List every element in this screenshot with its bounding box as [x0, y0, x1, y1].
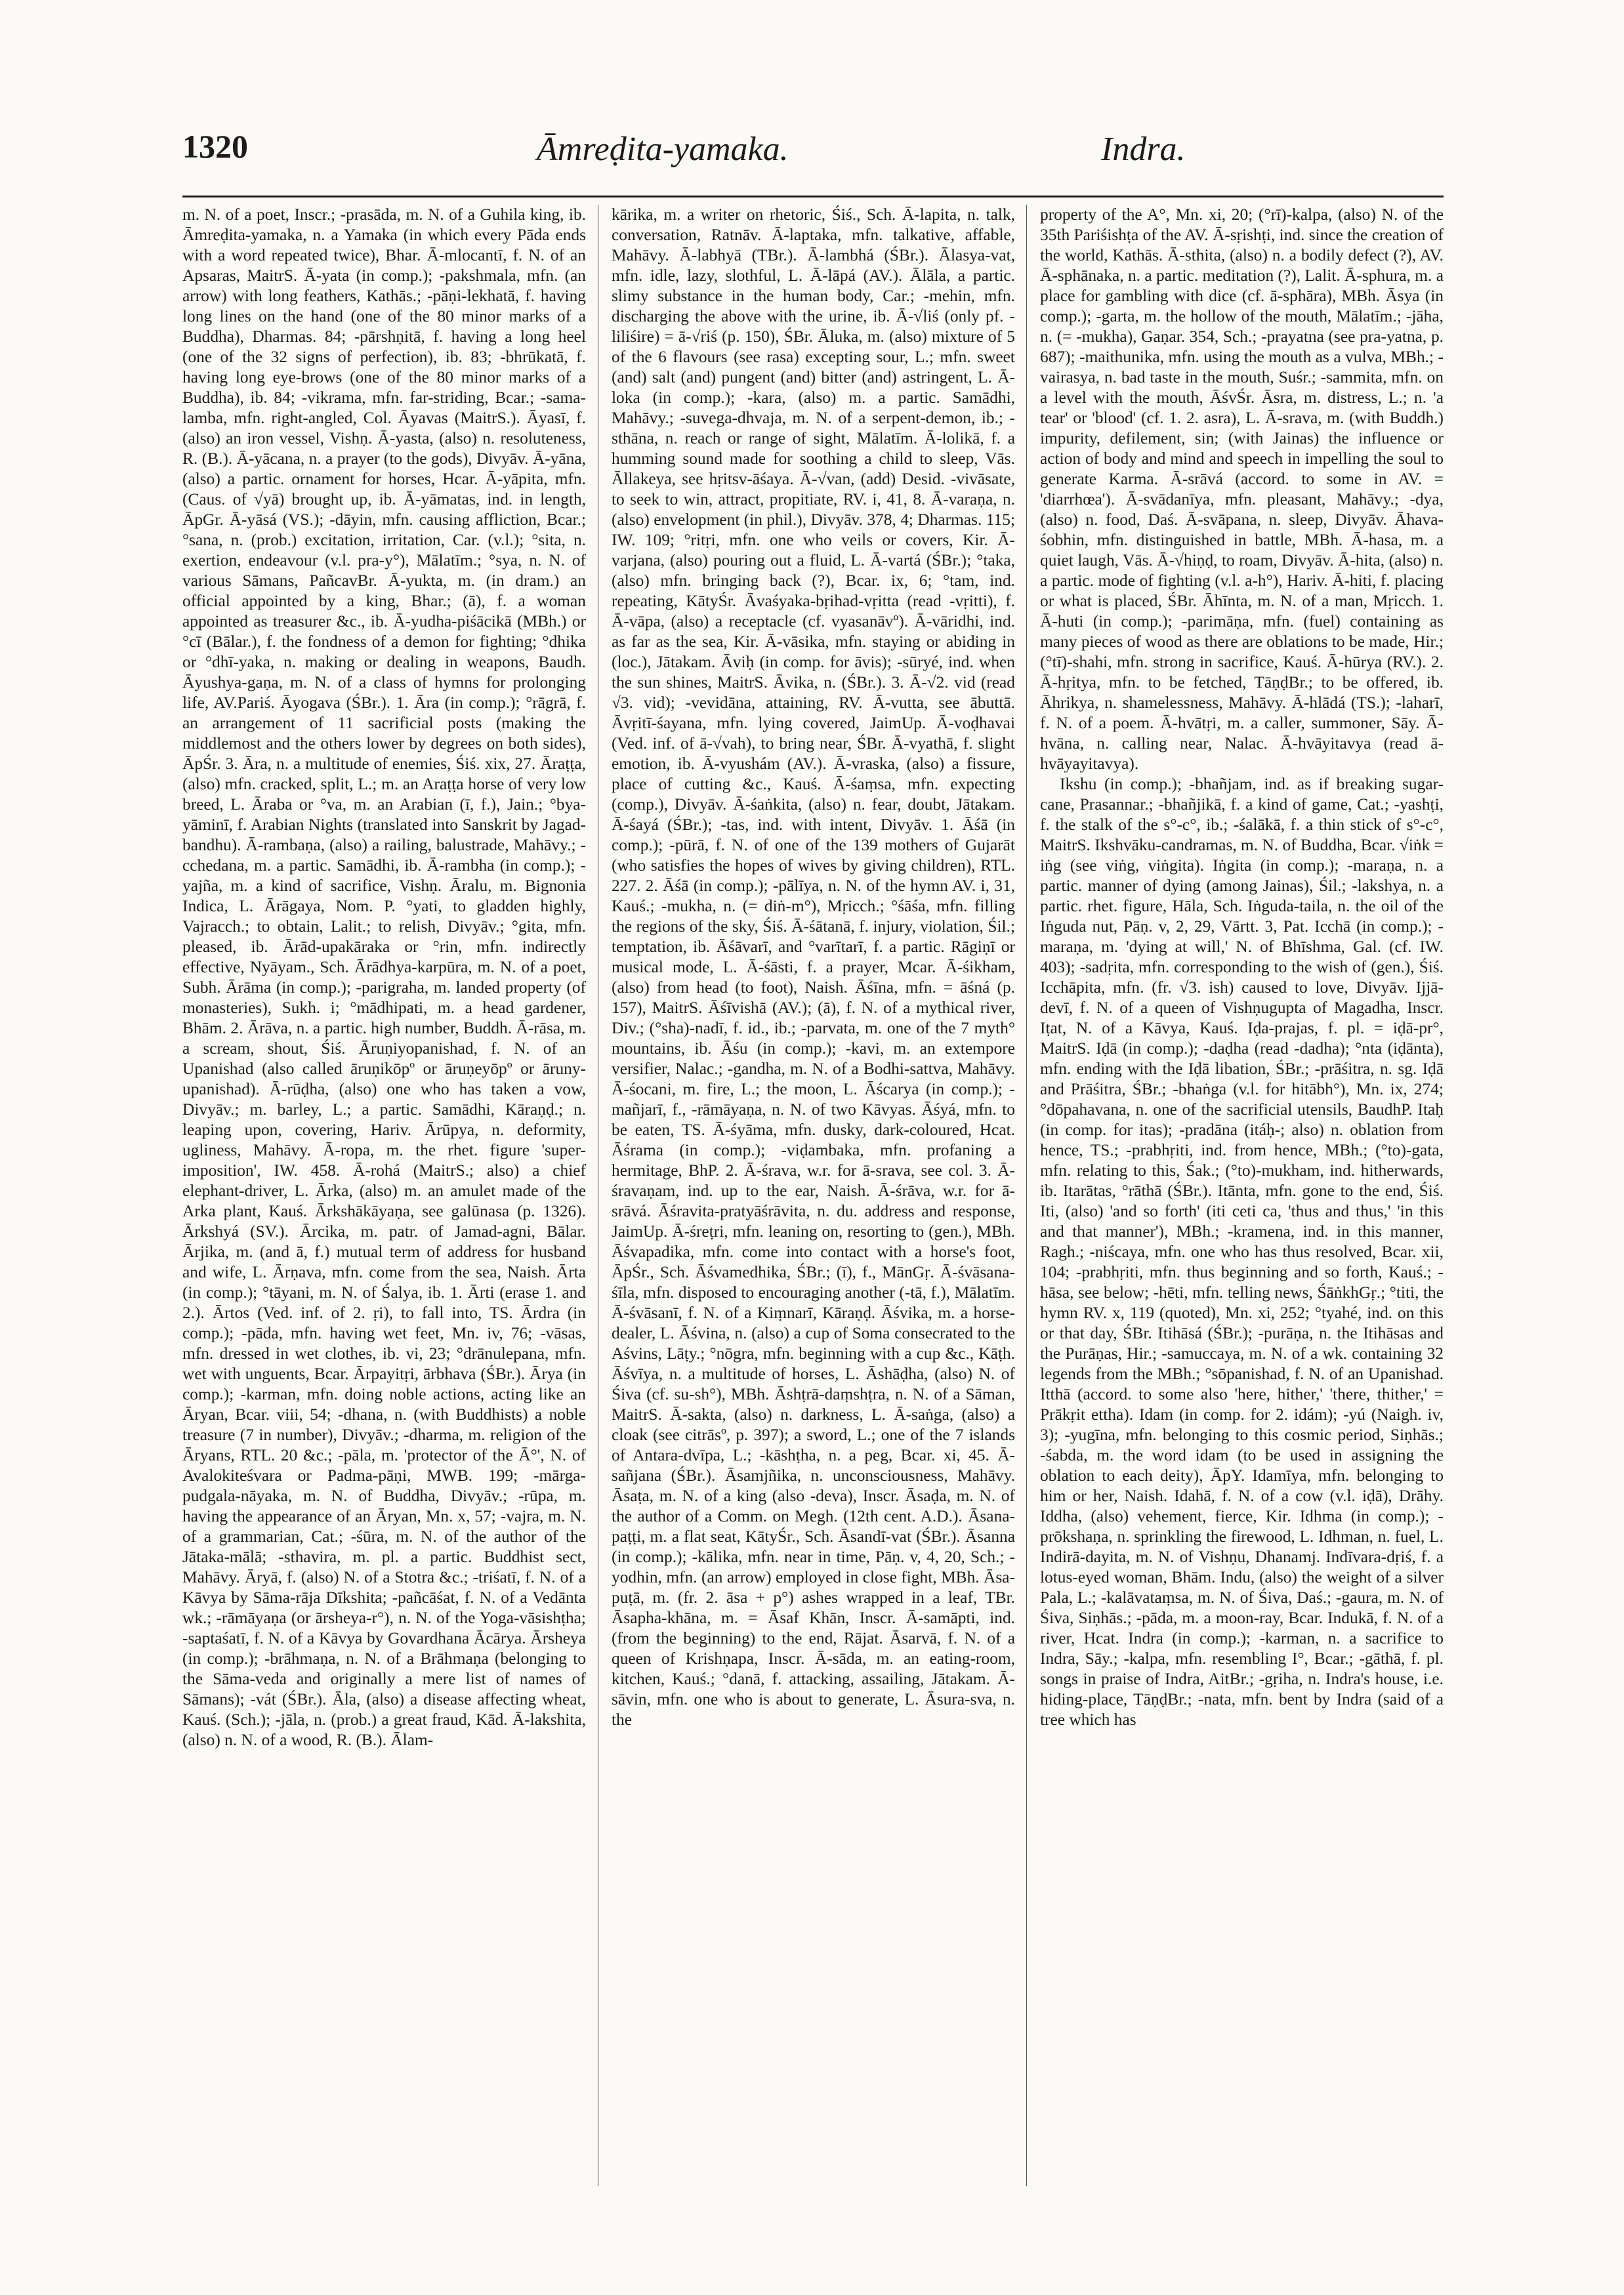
- page-number: 1320: [182, 128, 248, 165]
- guide-word-left: Āmreḍita-yamaka.: [537, 131, 789, 168]
- guide-word-right: Indra.: [1101, 131, 1186, 168]
- column-1: [182, 205, 586, 2186]
- column-3-text-b: Ikshu (in comp.); -bhañjam, ind. as if breaking sugar-cane, Prasannar.; -bhañjikā, f. a kind of game, Cat.; -yashṭi, f. the stalk of the s°-c°, ib.; -śalākā, f. a thin stick of s°-c°, MaitrS. Ikshvāku-candramas, m. N. of Buddha, Bcar. √iṅk = iṅg (see viṅg, viṅgita). Iṅgita (in comp.); -maraṇa, n. a partic. manner of dying (among Jainas), Śil.; -lakshya, n. a partic. rhet. figure, Hāla, Sch. Iṅguda-taila, n. the oil of the Iṅguda nut, Pāṇ. v, 2, 29, Vārtt. 3, Pat. Icchā (in comp.); -maraṇa, m. 'dying at will,' N. of Bhīshma, Gal. (cf. IW. 403); -sadṛita, mfn. corresponding to the wish of (gen.), Śiś. Icchāpita, mfn. (fr. √3. ish) caused to love, Divyāv. Ijjā-devī, f. N. of a queen of Vishṇugupta of Magadha, Inscr. Iṭat, N. of a Kāvya, Kauś. Iḍa-prajas, f. pl. = iḍā-pr°, MaitrS. Iḍā (in comp.); -daḍha (read -dadha); °nta (iḍānta), mfn. ending with the Iḍā libation, ŚBr.; -prāśitra, n. sg. Iḍā and Prāśitra, ŚBr.; -bhaṅga (v.l. for hitābh°), Mn. ix, 274; °dōpahavana, n. one of the sacrificial utensils, BaudhP. Itaḥ (in comp. for itas); -pradāna (itáḥ-; also) n. oblation from hence, TS.; -prabhṛiti, ind. from hence, MBh.; (°to)-gata, mfn. relating to this, Śak.; (°to)-mukham, ind. hitherwards, ib. Itarātas, °rāthā (ŚBr.). Itānta, mfn. gone to the end, Śiś. Iti, (also) 'and so forth' (iti ceti ca, 'thus and thus,' 'in this and that manner'), MBh.; -kramena, ind. in this manner, Ragh.; -niścaya, mfn. one who has thus resolved, Bcar. xii, 104; -prabhṛiti, mfn. thus beginning and so forth, Kauś.; -hāsa, see below; -hēti, mfn. telling news, ŚāṅkhGṛ.; °titi, the hymn RV. x, 119 (quoted), Mn. xi, 252; °tyahé, ind. on this or that day, ŚBr. Itihāsá (ŚBr.); -purāṇa, n. the Itihāsas and the Purāṇas, Hir.; -samuccaya, m. N. of a wk. containing 32 legends from the MBh.; °sōpanishad, f. N. of an Upanishad. Itthā (accord. to some also 'here, hither,' 'there, thither,' = Prākṛit ettha). Idam (in comp. for 2. idám); -yú (Naigh. iv, 3); -yugīna, mfn. belonging to this cosmic period, Siṇhās.; -śabda, m. the word idam (to be used in assigning the oblation to each deity), ĀpY. Idamīya, mfn. belonging to him or her, Naish. Idahā, f. N. of a cow (v.l. iḍā), Drāhy. Iddha, (also) vehement, fierce, Kir. Idhma (in comp.); -prōkshaṇa, n. sprinkling the firewood, L. Idhman, n. fuel, L. Indirā-dayita, m. N. of Vishṇu, Dhanamj. Indīvara-dṛiś, f. a lotus-eyed woman, Bhām. Indu, (also) the weight of a silver Pala, L.; -kalāvataṃsa, m. N. of Śiva, Daś.; -gaura, m. N. of Śiva, Siṇhās.; -pāda, m. a moon-ray, Bcar. Indukā, f. N. of a river, Hcat. Indra (in comp.); -karman, n. a sacrifice to Indra, Sāy.; -kalpa, mfn. resembling I°, Bcar.; -gāthā, f. pl. songs in praise of Indra, AitBr.; -gṛiha, n. Indra's house, i.e. hiding-place, TāṇḍBr.; -nata, mfn. bent by Indra (said of a tree which has: [1040, 775, 1444, 1729]
- column-3-text-a: property of the A°, Mn. xi, 20; (°rī)-kalpa, (also) N. of the 35th Pariśishṭa of the AV. Ā-sṛishṭi, ind. since the creation of the world, Kathās. Ā-sthita, (also) n. a bodily defect (?), AV. Ā-sphānaka, n. a partic. meditation (?), Lalit. Ā-sphura, m. a place for gambling with dice (cf. ā-sphāra), MBh. Āsya (in comp.); -garta, m. the hollow of the mouth, Mālatīm.; -jāha, n. (= -mukha), Gaṇar. 354, Sch.; -prayatna (see pra-yatna, p. 687); -maithunika, mfn. using the mouth as a vulva, MBh.; -vairasya, n. bad taste in the mouth, Suśr.; -sammita, mfn. on a level with the mouth, ĀśvŚr. Āsra, m. distress, L.; n. 'a tear' or 'blood' (cf. 1. 2. asra), L. Ā-srava, m. (with Buddh.) impurity, defilement, sin; (with Jainas) the influence or action of body and mind and speech in impelling the soul to generate Karma. Ā-srāvá (accord. to some in AV. = 'diarrhœa'). Ā-svādanīya, mfn. pleasant, Mahāvy.; -dya, (also) n. food, Daś. Ā-svāpana, n. sleep, Divyāv. Āhava-śobhin, mfn. distinguished in battle, MBh. Ā-hasa, m. a quiet laugh, Vās. Ā-√hiṇḍ, to roam, Divyāv. Ā-hita, (also) n. a partic. mode of fighting (v.l. a-h°), Hariv. Ā-hiti, f. placing or what is placed, ŚBr. Āhīnta, m. N. of a man, Mṛicch. 1. Ā-huti (in comp.); -parimāṇa, mfn. (fuel) containing as many pieces of wood as there are oblations to be made, Hir.; (°tī)-shahi, mfn. strong in sacrifice, Kauś. Ā-hūrya (RV.). 2. Ā-hṛitya, mfn. to be fetched, TāṇḍBr.; to be offered, ib. Āhrikya, n. shamelessness, Mahāvy. Ā-hlādá (TS.); -laharī, f. N. of a poem. Ā-hvātṛi, m. a caller, summoner, Sāy. Ā-hvāna, n. calling near, Nalac. Ā-hvāyitavya (read ā-hvāyayitavya).: [1040, 205, 1444, 773]
- running-header: [182, 119, 1443, 178]
- column-2: [612, 205, 1015, 2186]
- column-1-text: m. N. of a poet, Inscr.; -prasāda, m. N. of a Guhila king, ib. Āmreḍita-yamaka, n. a Yamaka (in which every Pāda ends with a word repeated twice), Bhar. Ā-mlocantī, f. N. of an Apsaras, MaitrS. Ā-yata (in comp.); -pakshmala, mfn. (an arrow) with long feathers, Kathās.; -pāṇi-lekhatā, f. having long lines on the hand (one of the 80 minor marks of a Buddha), Dharmas. 84; -pārshṇitā, f. having a long heel (one of the 32 signs of perfection), ib. 83; -bhrūkatā, f. having long eye-brows (one of the 80 minor marks of a Buddha), ib. 84; -vikrama, mfn. far-striding, Bcar.; -sama-lamba, mfn. right-angled, Col. Āyavas (MaitrS.). Āyasī, f. (also) an iron vessel, Vishṇ. Ā-yasta, (also) n. resoluteness, R. (B.). Ā-yācana, n. a prayer (to the gods), Divyāv. Ā-yāna, (also) a partic. ornament for horses, Hcar. Ā-yāpita, mfn. (Caus. of √yā) brought up, ib. Ā-yāmatas, ind. in length, ĀpGr. Ā-yāsá (VS.); -dāyin, mfn. causing affliction, Bcar.; °sana, n. (prob.) excitation, irritation, Car. (v.l.); °sita, n. exertion, endeavour (v.l. pra-y°), Mālatīm.; °sya, n. N. of various Sāmans, PañcavBr. Ā-yukta, m. (in dram.) an official appointed by a king, Bhar.; (ā), f. a woman appointed as treasurer &c., ib. Ā-yudha-piśācikā (MBh.) or °cī (Bālar.), f. the fondness of a demon for fighting; °dhika or °dhī-yaka, n. making or dealing in weapons, Baudh. Āyushya-gaṇa, m. N. of a class of hymns for prolonging life, AV.Pariś. Āyogava (ŚBr.). 1. Āra (in comp.); °rāgrā, f. an arrangement of 11 sacrificial posts (making the middlemost and the others lower by degrees on both sides), ĀpŚr. 3. Āra, n. a multitude of enemies, Śiś. xix, 27. Āraṭṭa, (also) mfn. cracked, split, L.; m. an Araṭṭa horse of very low breed, L. Āraba or °va, m. an Arabian (ī, f.), Jain.; °bya-yāminī, f. Arabian Nights (translated into Sanskrit by Jagad-bandhu). Ā-rambaṇa, (also) a railing, balustrade, Mahāvy.; -cchedana, m. a partic. Samādhi, ib. Ā-rambha (in comp.); -yajña, m. a kind of sacrifice, Vishṇ. Āralu, m. Bignonia Indica, L. Ārāgaya, Nom. P. °yati, to gladden highly, Vajracch.; to obtain, Lalit.; to relish, Divyāv.; °gita, mfn. pleased, ib. Ārād-upakāraka or °rin, mfn. indirectly effective, Nyāyam., Sch. Ārādhya-karpūra, m. N. of a poet, Subh. Ārāma (in comp.); -parigraha, m. landed property (of monasteries), Sukh. i; °mādhipati, m. a head gardener, Bhām. 2. Ārāva, n. a partic. high number, Buddh. Ā-rāsa, m. a scream, shout, Śiś. Āruṇiyopanishad, f. N. of an Upanishad (also called āruṇikōpº or āruṇeyōpº or āruny-upanishad). Ā-rūḍha, (also) one who has taken a vow, Divyāv.; m. barley, L.; a partic. Samādhi, Kāraṇḍ.; n. leaping upon, covering, Hariv. Ārūpya, n. deformity, ugliness, Mahāvy. Ā-ropa, m. the rhet. figure 'super-imposition', IW. 458. Ā-rohá (MaitrS.; also) a chief elephant-driver, L. Ārka, (also) m. an amulet made of the Arka plant, Kauś. Ārkshākāyaṇa, see galūnasa (p. 1326). Ārkshyá (SV.). Ārcika, m. patr. of Jamad-agni, Bālar. Ārjika, m. (and ā, f.) mutual term of address for husband and wife, L. Ārṇava, mfn. come from the sea, Naish. Ārta (in comp.); °tāyani, m. N. of Śalya, ib. 1. Ārti (erase 1. and 2.). Ārtos (Ved. inf. of 2. ṛi), to fall into, TS. Ārdra (in comp.); -pāda, mfn. having wet feet, Mn. iv, 76; -vāsas, mfn. dressed in wet clothes, ib. vi, 23; °drānulepana, mfn. wet with unguents, Bcar. Ārpayitṛi, ārbhava (ŚBr.). Ārya (in comp.); -karman, mfn. doing noble actions, acting like an Āryan, Bcar. viii, 54; -dhana, n. (with Buddhists) a noble treasure (7 in number), Divyāv.; -dharma, m. religion of the Āryans, RTL. 20 &c.; -pāla, m. 'protector of the Ā°', N. of Avalokiteśvara or Padma-pāṇi, MWB. 199; -mārga-pudgala-nāyaka, m. N. of Buddha, Divyāv.; -rūpa, m. having the appearance of an Āryan, Mn. x, 57; -vajra, m. N. of a grammarian, Cat.; -śūra, m. N. of the author of the Jātaka-mālā; -sthavira, m. pl. a partic. Buddhist sect, Mahāvy. Āryā, f. (also) N. of a Stotra &c.; -triśatī, f. N. of a Kāvya by Sāma-rāja Dīkshita; -pañcāśat, f. N. of a Vedānta wk.; -rāmāyaṇa (or ārsheya-r°), n. N. of the Yoga-vāsishṭha; -saptaśatī, f. N. of a Kāvya by Govardhana Ācārya. Ārsheya (in comp.); -brāhmaṇa, n. N. of a Brāhmaṇa (belonging to the Sāma-veda and originally a mere list of names of Sāmans); -vát (ŚBr.). Āla, (also) a disease affecting wheat, Kauś. (Sch.); -jāla, n. (prob.) a great fraud, Kād. Ā-lakshita, (also) n. N. of a wood, R. (B.). Ālam-: [182, 205, 586, 1749]
- column-2-text: kārika, m. a writer on rhetoric, Śiś., Sch. Ā-lapita, n. talk, conversation, Ratnāv. Ā-laptaka, mfn. talkative, affable, Mahāvy. Ā-labhyā (TBr.). Ā-lambhá (ŚBr.). Ālasya-vat, mfn. idle, lazy, slothful, L. Ā-lāpá (AV.). Ālāla, a partic. slimy substance in the human body, Car.; -mehin, mfn. discharging the above with the urine, ib. Ā-√liś (only pf. -liliśire) = ā-√riś (p. 150), ŚBr. Āluka, m. (also) mixture of 5 of the 6 flavours (see rasa) excepting sour, L.; mfn. sweet (and) salt (and) pungent (and) bitter (and) astringent, L. Ā-loka (in comp.); -kara, (also) m. a partic. Samādhi, Mahāvy.; -suvega-dhvaja, m. N. of a serpent-demon, ib.; -sthāna, n. reach or range of sight, Mālatīm. Ā-lolikā, f. a humming sound made for soothing a child to sleep, Vās. Āllakeya, see hṛitsv-āśaya. Ā-√van, (add) Desid. -vivāsate, to seek to win, attract, propitiate, RV. i, 41, 8. Ā-varaṇa, n. (also) envelopment (in phil.), Divyāv. 378, 4; Dharmas. 115; IW. 109; °ritṛi, mfn. one who veils or covers, Kir. Ā-varjana, (also) pouring out a fluid, L. Ā-vartá (ŚBr.); °taka, (also) mfn. bringing back (?), Bcar. ix, 6; °tam, ind. repeating, KātyŚr. Āvaśyaka-bṛihad-vṛitta (read -vṛitti), f. Ā-vāpa, (also) a receptacle (cf. vyasanāvº). Ā-vāridhi, ind. as far as the sea, Kir. Ā-vāsika, mfn. staying or abiding in (loc.), Jātakam. Āviḥ (in comp. for āvis); -sūryé, ind. when the sun shines, MaitrS. Āvika, n. (ŚBr.). 3. Ā-√2. vid (read √3. vid); -vevidāna, attaining, RV. Ā-vutta, see ābuttā. Āvṛitī-śayana, mfn. lying covered, JaimUp. Ā-voḍhavai (Ved. inf. of ā-√vah), to bring near, ŚBr. Ā-vyathā, f. slight emotion, ib. Ā-vyushám (AV.). Ā-vraska, (also) a fissure, place of cutting &c., Kauś. Ā-śaṃsa, mfn. expecting (comp.), Divyāv. Ā-śaṅkita, (also) n. fear, doubt, Jātakam. Ā-śayá (ŚBr.); -tas, ind. with intent, Divyāv. 1. Āśā (in comp.); -pūrā, f. N. of one of the 139 mothers of Gujarāt (who satisfies the hopes of wives by giving children), RTL. 227. 2. Āśā (in comp.); -pālīya, n. N. of the hymn AV. i, 31, Kauś.; -mukha, n. (= diṅ-m°), Mṛicch.; °śāśa, mfn. filling the regions of the sky, Śiś. Ā-śātanā, f. injury, violation, Śil.; temptation, ib. Āśāvarī, and °varītarī, f. a partic. Rāgiṇī or musical mode, L. Ā-śāsti, f. a prayer, Mcar. Ā-śikham, (also) from head (to foot), Naish. Āśīna, mfn. = āśná (p. 157), MaitrS. Āśīvishā (AV.); (ā), f. N. of a mythical river, Div.; (°sha)-nadī, f. id., ib.; -parvata, m. one of the 7 myth° mountains, ib. Āśu (in comp.); -kavi, m. an extempore versifier, Nalac.; -gandha, m. N. of a Bodhi-sattva, Mahāvy. Ā-śocani, m. fire, L.; the moon, L. Āścarya (in comp.); -mañjarī, f., -rāmāyaṇa, n. N. of two Kāvyas. Āśyá, mfn. to be eaten, TS. Ā-śyāma, mfn. dusky, dark-coloured, Hcat. Āśrama (in comp.); -viḍambaka, mfn. profaning a hermitage, BhP. 2. Ā-śrava, w.r. for ā-srava, see col. 3. Ā-śravaṇam, ind. up to the ear, Naish. Ā-śrāva, w.r. for ā-srāvá. Āśravita-pratyāśrāvita, n. du. address and response, JaimUp. Ā-śreṭri, mfn. leaning on, resorting to (gen.), MBh. Āśvapadika, mfn. come into contact with a horse's foot, ĀpŚr., Sch. Āśvamedhika, ŚBr.; (ī), f., MānGṛ. Ā-śvāsana-śīla, mfn. disposed to encouraging another (-tā, f.), Mālatīm. Ā-śvāsanī, f. N. of a Kiṃnarī, Kāraṇḍ. Āśvika, m. a horse-dealer, L. Āśvina, n. (also) a cup of Soma consecrated to the Aśvins, Lāṭy.; °nōgra, mfn. beginning with a cup &c., Kāṭh. Āśvīya, n. a multitude of horses, L. Āshāḍha, (also) N. of Śiva (cf. su-sh°), MBh. Āshṭrā-daṃshṭra, n. N. of a Sāman, MaitrS. Ā-sakta, (also) n. darkness, L. Ā-saṅga, (also) a cloak (see citrāsº, p. 397); a sword, L.; one of the 7 islands of Antara-dvīpa, L.; -kāshṭha, n. a peg, Bcar. xi, 45. Ā-sañjana (ŚBr.). Āsamjñika, n. unconsciousness, Mahāvy. Āsaṭa, m. N. of a king (also -deva), Inscr. Āsaḍa, m. N. of the author of a Comm. on Megh. (12th cent. A.D.). Āsana-paṭṭi, m. a flat seat, KātyŚr., Sch. Āsandī-vat (ŚBr.). Āsanna (in comp.); -kālika, mfn. near in time, Pāṇ. v, 4, 20, Sch.; -yodhin, mfn. (an arrow) employed in close fight, MBh. Āsa-puṭā, m. (fr. 2. āsa + p°) ashes wrapped in a leaf, TBr. Āsapha-khāna, m. = Āsaf Khān, Inscr. Ā-samāpti, ind. (from the beginning) to the end, Rājat. Āsarvā, f. N. of a queen of Krishṇapa, Inscr. Ā-sāda, m. an eating-room, kitchen, Kauś.; °danā, f. attacking, assailing, Jātakam. Ā-sāvin, mfn. one who is about to generate, L. Āsura-sva, n. the: [612, 205, 1015, 1729]
- column-divider: [1026, 205, 1027, 2186]
- column-3: [1040, 205, 1444, 2186]
- header-rule: [182, 196, 1444, 197]
